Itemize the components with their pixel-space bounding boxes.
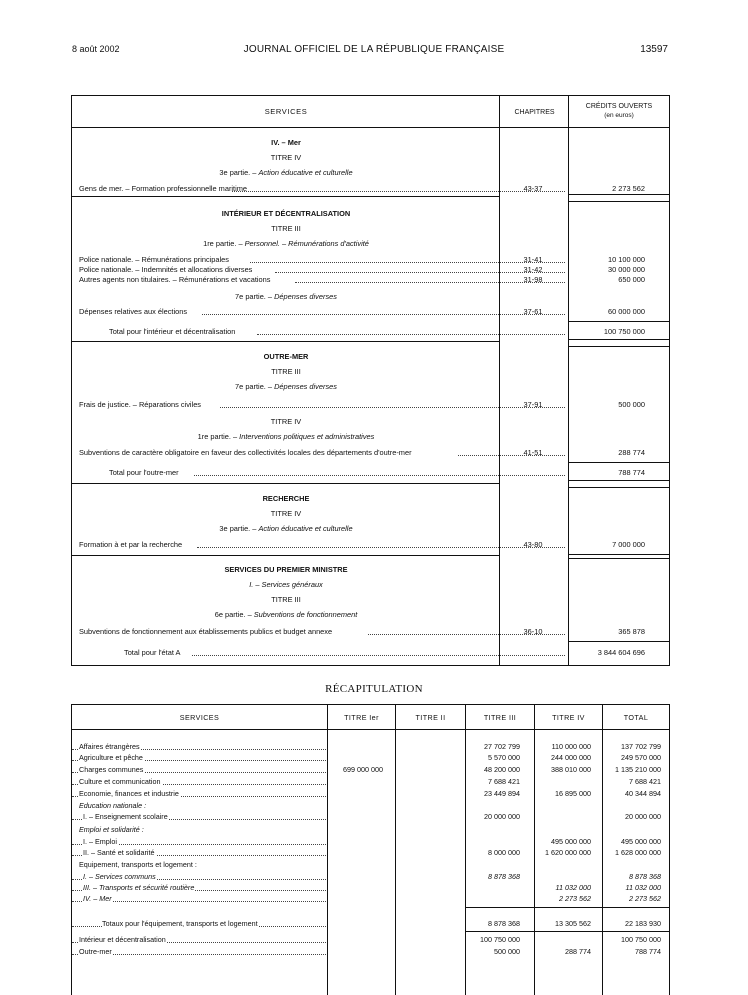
recap-titre1: 699 000 000 (343, 765, 383, 774)
recap-titre4: 13 305 562 (555, 919, 591, 928)
titre-label: TITRE IV (270, 509, 302, 518)
credits-table (71, 95, 670, 666)
recap-titre4: 16 895 000 (555, 789, 591, 798)
partie-name: Action éducative et culturelle (258, 524, 353, 533)
recap-label: II. – Santé et solidarité (83, 848, 155, 857)
row-credit: 3 844 604 696 (597, 648, 645, 657)
recap-label: Agriculture et pêche (79, 753, 143, 762)
recap-row (72, 883, 669, 893)
partie-number: 6e partie. – (214, 610, 252, 619)
recap-total: 40 344 894 (625, 789, 661, 798)
recap-label: IV. – Mer (83, 894, 112, 903)
recap-titre3: 23 449 894 (484, 789, 520, 798)
recap-col-total: TOTAL (623, 713, 649, 722)
row-label: Frais de justice. – Réparations civiles (79, 400, 201, 409)
recap-titre4: 110 000 000 (551, 742, 591, 751)
titre-label: TITRE III (271, 367, 301, 376)
credit-row (72, 275, 669, 285)
row-credit: 2 273 562 (612, 184, 645, 193)
recap-titre4: 244 000 000 (551, 753, 591, 762)
recap-titre3: 27 702 799 (484, 742, 520, 751)
recap-row (72, 947, 669, 957)
row-label: Subventions de fonctionnement aux établissements publics et budget annexe (79, 627, 333, 636)
section-premier-ministre-heading: SERVICES DU PREMIER MINISTRE (224, 565, 348, 574)
row-credit: 288 774 (618, 448, 645, 457)
row-credit: 100 750 000 (603, 327, 645, 336)
row-chapter: 43-37 (523, 184, 543, 193)
recap-group-label (72, 860, 669, 870)
partie-number: 7e partie. – (235, 292, 273, 301)
recap-row (72, 753, 669, 763)
recap-label: Education nationale : (79, 801, 147, 810)
titre-label: TITRE IV (270, 153, 302, 162)
section-mer-heading: IV. – Mer (271, 138, 301, 147)
row-credit: 30 000 000 (608, 265, 645, 274)
recap-total: 2 273 562 (629, 894, 661, 903)
recap-row (72, 837, 669, 847)
recap-titre4: 1 620 000 000 (545, 848, 591, 857)
recap-total: 249 570 000 (621, 753, 661, 762)
recap-label: I. – Enseignement scolaire (83, 812, 168, 821)
recap-row (72, 742, 669, 752)
recap-titre3: 8 000 000 (488, 848, 520, 857)
recap-titre3: 7 688 421 (488, 777, 520, 786)
recap-title: RÉCAPITULATION (325, 683, 423, 695)
partie-number: 3e partie. – (219, 524, 257, 533)
section-interieur-heading: INTÉRIEUR ET DÉCENTRALISATION (221, 209, 351, 218)
column-divider (568, 96, 569, 665)
col-header-chapitres: CHAPITRES (514, 109, 555, 116)
partie-label (72, 239, 500, 249)
credit-row (72, 265, 669, 275)
credit-row (72, 307, 669, 317)
recap-total: 137 702 799 (621, 742, 661, 751)
recap-label: III. – Transports et sécurité routière (83, 883, 195, 892)
credit-row (72, 540, 669, 550)
recap-group-label (72, 801, 669, 811)
recap-col-titre3: TITRE III (483, 713, 517, 722)
recap-row (72, 848, 669, 858)
recap-total-row (72, 919, 669, 929)
recap-total: 1 628 000 000 (615, 848, 661, 857)
credit-row (72, 448, 669, 458)
row-label: Gens de mer. – Formation professionnelle maritime (79, 184, 248, 193)
recap-titre3: 100 750 000 (480, 935, 520, 944)
recap-row (72, 777, 669, 787)
partie-label (72, 382, 500, 392)
header-date: 8 août 2002 (72, 44, 120, 54)
header-page-number: 13597 (640, 44, 668, 55)
credit-row (72, 400, 669, 410)
partie-label (72, 524, 500, 534)
recap-total: 495 000 000 (621, 837, 661, 846)
total-row (72, 327, 669, 337)
partie-label (72, 292, 500, 302)
recap-table (71, 704, 670, 995)
recap-row (72, 789, 669, 799)
partie-number: 7e partie. – (235, 382, 273, 391)
recap-titre3: 8 878 368 (488, 872, 520, 881)
recap-col-titre1: TITRE Ier (344, 713, 379, 722)
recap-total: 788 774 (635, 947, 661, 956)
partie-label (72, 432, 500, 442)
sub-heading-text: I. – Services généraux (249, 580, 323, 589)
recap-label: Totaux pour l'équipement, transports et logement (102, 919, 258, 928)
recap-titre3: 5 570 000 (488, 753, 520, 762)
col-header-services: SERVICES (264, 107, 308, 116)
recap-titre4: 495 000 000 (551, 837, 591, 846)
recap-col-titre2: TITRE II (415, 713, 446, 722)
recap-label: I. – Services communs (83, 872, 156, 881)
recap-titre4: 11 032 000 (555, 883, 591, 892)
recap-total: 22 183 930 (625, 919, 661, 928)
row-label: Total pour l'état A (124, 648, 181, 657)
partie-name: Dépenses diverses (274, 292, 337, 301)
row-chapter: 31-98 (523, 275, 543, 284)
recap-row (72, 765, 669, 775)
recap-titre4: 288 774 (565, 947, 591, 956)
row-chapter: 31-42 (523, 265, 543, 274)
partie-number: 1re partie. – (197, 432, 238, 441)
recap-group-label (72, 825, 669, 835)
row-credit: 500 000 (618, 400, 645, 409)
partie-number: 3e partie. – (219, 168, 257, 177)
row-label: Formation à et par la recherche (79, 540, 183, 549)
recap-label: I. – Emploi (83, 837, 117, 846)
row-credit: 10 100 000 (608, 255, 645, 264)
partie-name: Personnel. – Rémunérations d'activité (244, 239, 369, 248)
titre-label: TITRE IV (270, 417, 302, 426)
partie-name: Action éducative et culturelle (258, 168, 353, 177)
recap-total: 7 688 421 (629, 777, 661, 786)
recap-label: Charges communes (79, 765, 144, 774)
recap-row (72, 812, 669, 822)
recap-row (72, 872, 669, 882)
recap-titre3: 500 000 (494, 947, 520, 956)
partie-name: Interventions politiques et administratives (239, 432, 375, 441)
col-header-credits: CRÉDITS OUVERTS (585, 103, 653, 110)
recap-titre3: 20 000 000 (484, 812, 520, 821)
recap-total: 11 032 000 (625, 883, 661, 892)
row-chapter: 31-41 (523, 255, 543, 264)
partie-label (72, 610, 500, 620)
row-label: Police nationale. – Rémunérations principales (79, 255, 229, 264)
recap-label: Equipement, transports et logement : (79, 860, 197, 869)
recap-total: 1 135 210 000 (615, 765, 661, 774)
header-divider (72, 127, 669, 128)
recap-col-titre4: TITRE IV (552, 713, 585, 722)
recap-row (72, 894, 669, 904)
sub-heading (72, 580, 500, 590)
row-label: Subventions de caractère obligatoire en faveur des collectivités locales des départements d'outre-mer (79, 448, 412, 457)
partie-name: Dépenses diverses (274, 382, 337, 391)
row-chapter: 37-91 (523, 400, 543, 409)
recap-col-services: SERVICES (179, 713, 220, 722)
row-label: Dépenses relatives aux élections (79, 307, 188, 316)
partie-label (72, 168, 500, 178)
row-label: Police nationale. – Indemnités et allocations diverses (79, 265, 253, 274)
recap-titre3: 48 200 000 (484, 765, 520, 774)
credit-row (72, 255, 669, 265)
row-credit: 788 774 (618, 468, 645, 477)
row-chapter: 41-51 (523, 448, 543, 457)
row-label: Total pour l'outre-mer (109, 468, 179, 477)
row-chapter: 36-10 (523, 627, 543, 636)
recap-titre3: 8 878 368 (488, 919, 520, 928)
recap-row (72, 935, 669, 945)
recap-label: Outre-mer (79, 947, 112, 956)
recap-titre4: 388 010 000 (551, 765, 591, 774)
recap-titre4: 2 273 562 (559, 894, 591, 903)
partie-name: Subventions de fonctionnement (253, 610, 358, 619)
row-chapter: 37-61 (523, 307, 543, 316)
recap-label: Culture et communication (79, 777, 161, 786)
section-recherche-heading: RECHERCHE (262, 494, 310, 503)
row-chapter: 43-80 (523, 540, 543, 549)
grand-total-row (72, 648, 669, 658)
row-credit: 60 000 000 (608, 307, 645, 316)
row-credit: 7 000 000 (612, 540, 645, 549)
titre-label: TITRE III (271, 595, 301, 604)
row-label: Total pour l'intérieur et décentralisation (109, 327, 236, 336)
recap-label: Affaires étrangères (79, 742, 140, 751)
credit-row (72, 627, 669, 637)
col-header-credits-unit: (en euros) (604, 112, 634, 119)
row-label: Autres agents non titulaires. – Rémunérations et vacations (79, 275, 271, 284)
recap-total: 8 878 368 (629, 872, 661, 881)
recap-label: Economie, finances et industrie (79, 789, 179, 798)
credit-row (72, 184, 669, 194)
recap-label: Intérieur et décentralisation (79, 935, 166, 944)
total-row (72, 468, 669, 478)
recap-total: 20 000 000 (625, 812, 661, 821)
section-outremer-heading: OUTRE-MER (263, 352, 309, 361)
titre-label: TITRE III (271, 224, 301, 233)
recap-label: Emploi et solidarité : (79, 825, 144, 834)
recap-total: 100 750 000 (621, 935, 661, 944)
row-credit: 365 878 (618, 627, 645, 636)
row-credit: 650 000 (618, 275, 645, 284)
header-title: JOURNAL OFFICIEL DE LA RÉPUBLIQUE FRANÇAISE (243, 44, 505, 55)
partie-number: 1re partie. – (203, 239, 243, 248)
